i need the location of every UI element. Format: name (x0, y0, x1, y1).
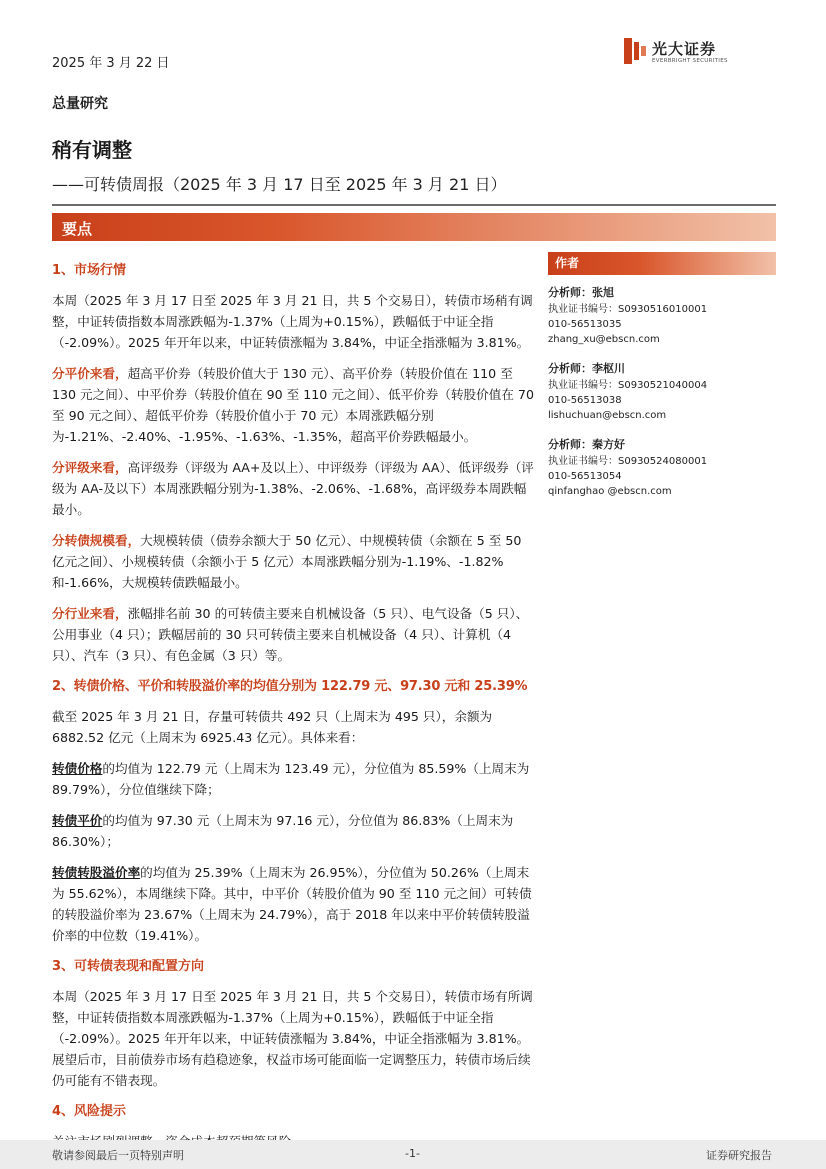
analyst-card (548, 285, 776, 347)
section-4-title: 4、风险提示 (52, 1104, 127, 1119)
author-sidebar (548, 252, 776, 499)
analyst-phone: 010-56513035 (548, 319, 622, 330)
analyst-cert: 执业证书编号：S0930521040004 (548, 380, 708, 391)
section-1-paragraph-3 (52, 457, 534, 520)
section-1-title: 1、市场行情 (52, 263, 127, 278)
section-3-title: 3、可转债表现和配置方向 (52, 959, 205, 974)
everbright-logo-icon (624, 38, 646, 64)
analyst-name: 分析师：张旭 (548, 286, 614, 299)
section-2-paragraph-3 (52, 810, 534, 852)
page-footer (0, 1140, 826, 1169)
report-category: 总量研究 (52, 96, 108, 112)
lead-by-rating: 分评级来看， (52, 460, 128, 475)
lead-by-size: 分转债规模看， (52, 533, 141, 548)
main-content (52, 260, 534, 1152)
section-2-title: 2、转债价格、平价和转股溢价率的均值分别为 122.79 元、97.30 元和 25.39% (52, 679, 528, 694)
text-price: 的均值为 122.79 元（上周末为 123.49 元），分位值为 85.59%（上周末为 89.79%），分位值继续下降； (52, 761, 530, 797)
text-premium: 的均值为 25.39%（上周末为 26.95%），分位值为 50.26%（上周末为 55.62%），本周继续下降。其中，中平价（转股价值为 90 至 110 元之间）可转债的转股溢价率为 23.67%（上周末为 24.79%），高于 2018 年以来中平价转债转股溢价率的中位数（19.41%）。 (52, 865, 532, 943)
analyst-name: 分析师：秦方好 (548, 438, 625, 451)
term-parity: 转债平价 (52, 813, 103, 828)
analyst-cert: 执业证书编号：S0930524080001 (548, 456, 708, 467)
key-points-label: 要点 (62, 220, 93, 238)
text-by-rating: 高评级券（评级为 AA+及以上）、中评级券（评级为 AA）、低评级券（评级为 AA-及以下）本周涨跌幅分别为-1.38%、-2.06%、-1.68%，高评级券本周跌幅最小。 (52, 460, 534, 517)
analyst-card (548, 437, 776, 499)
report-type: 证券研究报告 (706, 1149, 772, 1162)
analyst-email[interactable]: qinfanghao @ebscn.com (548, 486, 672, 497)
report-date: 2025 年 3 月 22 日 (52, 56, 170, 71)
section-1-paragraph-1: 本周（2025 年 3 月 17 日至 2025 年 3 月 21 日，共 5 个交易日），转债市场稍有调整，中证转债指数本周涨跌幅为-1.37%（上周为+0.15%），跌幅低于中证全指（-2.09%）。2025 年开年以来，中证转债涨幅为 3.84%，中证全指涨幅为 3.81%。 (52, 293, 533, 350)
analyst-phone: 010-56513038 (548, 395, 622, 406)
text-by-parity: 超高平价券（转股价值大于 130 元）、高平价券（转股价值在 110 至 130 元之间）、中平价券（转股价值在 90 至 110 元之间）、低平价券（转股价值在 70 至 90 元之间）、超低平价券（转股价值小于 70 元）本周涨跌幅分别为-1.21%、-2.40%、-1.95%、-1.63%、-1.35%，超高平价券跌幅最小。 (52, 366, 534, 444)
text-by-size: 大规模转债（债券余额大于 50 亿元）、中规模转债（余额在 5 至 50 亿元之间）、小规模转债（余额小于 5 亿元）本周涨跌幅分别为-1.19%、-1.82%和-1.66%，大规模转债跌幅最小。 (52, 533, 522, 590)
section-3-paragraph-1: 本周（2025 年 3 月 17 日至 2025 年 3 月 21 日，共 5 个交易日），转债市场有所调整，中证转债指数本周涨跌幅为-1.37%（上周为+0.15%），跌幅低于中证全指（-2.09%）。2025 年开年以来，中证转债涨幅为 3.84%，中证全指涨幅为 3.81%。展望后市，目前债券市场有趋稳迹象，权益市场可能面临一定调整压力，转债市场后续仍可能有不错表现。 (52, 989, 533, 1088)
lead-by-industry: 分行业来看， (52, 606, 128, 621)
logo-cn-text: 光大证券 (652, 40, 717, 58)
text-by-industry: 涨幅排名前 30 的可转债主要来自机械设备（5 只）、电气设备（5 只）、公用事业（4 只）；跌幅居前的 30 只可转债主要来自机械设备（4 只）、计算机（4 只）、汽车（3 只）、有色金属（3 只）等。 (52, 606, 529, 663)
logo-en-text: EVERBRIGHT SECURITIES (652, 58, 728, 64)
lead-by-parity: 分平价来看， (52, 366, 128, 381)
analyst-card (548, 361, 776, 423)
section-1-paragraph-5 (52, 603, 534, 666)
report-title: 稍有调整 (52, 138, 132, 162)
section-2-paragraph-2 (52, 758, 534, 800)
section-2-paragraph-1: 截至 2025 年 3 月 21 日，存量可转债共 492 只（上周末为 495 只），余额为 6882.52 亿元（上周末为 6925.43 亿元）。具体来看： (52, 709, 493, 745)
company-logo (624, 36, 734, 76)
text-parity: 的均值为 97.30 元（上周末为 97.16 元），分位值为 86.83%（上周末为 86.30%）； (52, 813, 514, 849)
page-number: -1- (405, 1147, 420, 1160)
disclaimer-note[interactable]: 敬请参阅最后一页特别声明 (52, 1149, 184, 1162)
analyst-email[interactable]: zhang_xu@ebscn.com (548, 334, 660, 345)
term-price: 转债价格 (52, 761, 103, 776)
analyst-email[interactable]: lishuchuan@ebscn.com (548, 410, 667, 421)
author-band (548, 252, 776, 275)
section-1-paragraph-2 (52, 363, 534, 447)
author-label: 作者 (555, 256, 580, 270)
section-1-paragraph-4 (52, 530, 534, 593)
header-divider (52, 204, 776, 206)
analyst-cert: 执业证书编号：S0930516010001 (548, 304, 708, 315)
report-subtitle: ——可转债周报（2025 年 3 月 17 日至 2025 年 3 月 21 日） (52, 175, 507, 194)
analyst-phone: 010-56513054 (548, 471, 622, 482)
analyst-name: 分析师：李枢川 (548, 362, 625, 375)
section-2-paragraph-4 (52, 862, 534, 946)
key-points-band (52, 213, 776, 241)
term-premium: 转债转股溢价率 (52, 865, 141, 880)
